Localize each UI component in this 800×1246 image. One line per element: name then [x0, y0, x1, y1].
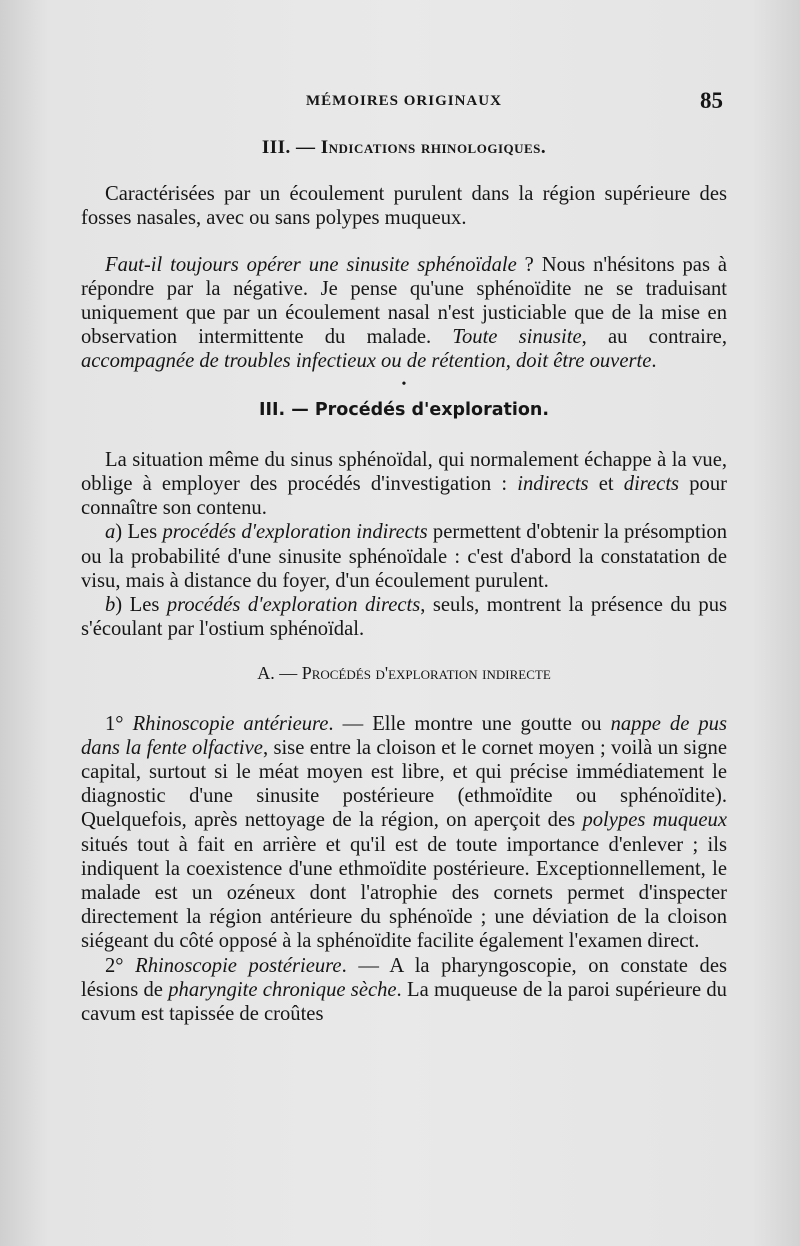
paragraph-should-operate: Faut-il toujours opérer une sinusite sphénoïdale ? Nous n'hésitons pas à répondre par la négative. Je pense qu'une sphénoïdite ne se traduisant uniquement que par un écoulement nasal n'est justiciable que de la mise en observation intermittente du malade. Toute sinusite, au contraire, accompagnée de troubles infectieux ou de rétention, doit être ouverte.	[81, 253, 728, 373]
paragraph-posterior-rhinoscopy: 2° Rhinoscopie postérieure. — A la pharyngoscopie, on constate des lésions de pharyngite chronique sèche. La muqueuse de la paroi supérieure du cavum est tapissée de croûtes	[81, 954, 727, 1026]
section-heading-indications: III. — Indications rhinologiques.	[261, 137, 547, 158]
page-number: 85	[700, 88, 723, 113]
paragraph-anterior-rhinoscopy: 1° Rhinoscopie antérieure. — Elle montre une goutte ou nappe de pus dans la fente olfactive, sise entre la cloison et le cornet moyen ; voilà un signe capital, surtout si le méat moyen est libre, et qui précise immédiatement le diagnostic d'une sinusite postérieure (ethmoïdite ou sphénoïdite). Quelquefois, après nettoyage de la région, on aperçoit des polypes muqueux situés tout à fait en arrière et qu'il est de toute importance d'enlever ; ils indiquent la coexistence d'une ethmoïdite postérieure. Exceptionnellement, le malade est un ozéneux dont l'atrophie des cornets permet d'inspecter directement la région antérieure du sphénoïde ; une déviation de la cloison siégeant du côté opposé à la sphénoïdite facilite également l'examen direct.	[81, 712, 727, 953]
italic-question: Faut-il toujours opérer une sinusite sphénoïdale	[105, 253, 517, 276]
running-header	[0, 90, 800, 114]
subsection-heading-indirect: A. — Procédés d'exploration indirecte	[257, 663, 551, 684]
paragraph-situation: La situation même du sinus sphénoïdal, qui normalement échappe à la vue, oblige à employer des procédés d'investigation : indirects et directs pour connaître son contenu.	[81, 448, 727, 520]
ornament-dot: •	[401, 376, 407, 392]
paragraph-indirect: a) Les procédés d'exploration indirects permettent d'obtenir la présomption ou la probabilité d'une sinusite sphénoïdale : c'est d'abord la constatation de visu, mais à distance du foyer, d'un écoulement purulent.	[81, 521, 728, 592]
italic-conclusion: accompagnée de troubles infectieux ou de rétention, doit être ouverte	[81, 350, 652, 373]
italic-toute-sinusite: Toute sinusite	[452, 326, 582, 349]
running-title: MÉMOIRES ORIGINAUX	[306, 93, 502, 109]
list-letter-a: a	[105, 521, 116, 544]
paragraph-characterization: Caractérisées par un écoulement purulent dans la région supérieure des fosses nasales, avec ou sans polypes muqueux.	[81, 183, 727, 230]
body-text	[81, 136, 727, 1026]
paragraph-direct: b) Les procédés d'exploration directs, seuls, montrent la présence du pus s'écoulant par l'ostium sphénoïdal.	[81, 594, 728, 641]
section-heading-procedures: III. — Procédés d'exploration.	[258, 399, 549, 420]
list-letter-b: b	[105, 594, 116, 617]
